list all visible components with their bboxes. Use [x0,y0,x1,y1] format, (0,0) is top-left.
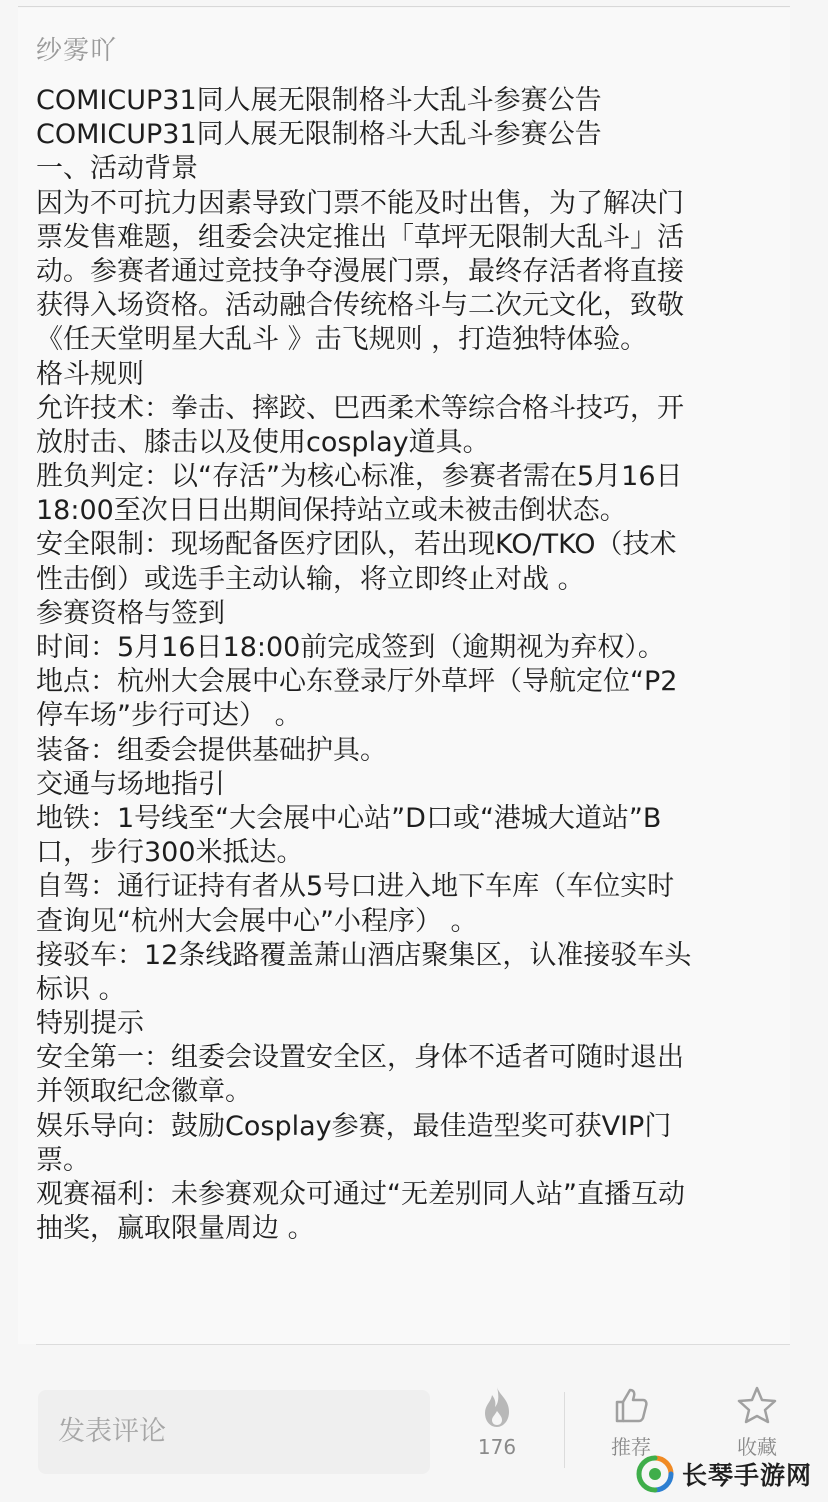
circle-logo-icon [636,1455,674,1493]
post-line: 票。 [36,1144,90,1176]
post-line: 安全第一：组委会设置安全区，身体不适者可随时退出 [36,1042,684,1074]
post-line: 因为不可抗力因素导致门票不能及时出售，为了解决门 [36,187,684,219]
post-line: 放肘击、膝击以及使用cosplay道具。 [36,426,490,458]
author-name[interactable]: 纱雾吖 [36,36,118,66]
post-line: 格斗规则 [36,358,144,390]
post-line: 票发售难题，组委会决定推出「草坪无限制大乱斗」活 [36,221,684,253]
like-count: 176 [477,1435,517,1459]
post-line: 口，步行300米抵达。 [36,837,304,869]
post-body [36,84,796,1246]
recommend-label: 推荐 [611,1435,651,1459]
post-line: 观赛福利：未参赛观众可通过“无差别同人站”直播互动 [36,1179,685,1210]
post-line: 参赛资格与签到 [36,597,225,629]
post-line: 娱乐导向：鼓励Cosplay参赛，最佳造型奖可获VIP门 [36,1110,672,1142]
post-line: 性击倒）或选手主动认输，将立即终止对战 。 [36,563,585,595]
star-icon [736,1385,778,1425]
post-line: 抽奖，赢取限量周边 。 [36,1213,315,1245]
like-button[interactable] [442,1385,552,1495]
post-line: 并领取纪念徽章。 [36,1076,252,1108]
post-line: COMICUP31同人展无限制格斗大乱斗参赛公告 [36,85,602,116]
post-line: 查询见“杭州大会展中心”小程序） 。 [36,905,478,937]
post-line: 停车场”步行可达） 。 [36,700,302,732]
post-line: 地铁：1号线至“大会展中心站”D口或“港城大道站”B [36,802,662,834]
post-line: COMICUP31同人展无限制格斗大乱斗参赛公告 [36,119,602,151]
post-line: 胜负判定：以“存活”为核心标准，参赛者需在5月16日 [36,461,683,493]
action-separator [564,1392,565,1468]
post-line: 18:00至次日日出期间保持站立或未被击倒状态。 [36,495,627,527]
post-line: 安全限制：现场配备医疗团队，若出现KO/TKO（技术 [36,529,677,561]
post-line: 交通与场地指引 [36,768,225,800]
comment-input[interactable]: 发表评论 [38,1390,430,1474]
post-line: 地点：杭州大会展中心东登录厅外草坪（导航定位“P2 [36,666,678,698]
post-line: 时间：5月16日18:00前完成签到（逾期视为弃权）。 [36,632,665,663]
top-divider [18,6,790,7]
post-line: 《任天堂明星大乱斗 》击飞规则 ，打造独特体验。 [36,324,648,356]
post-line: 自驾：通行证持有者从5号口进入地下车库（车位实时 [36,871,675,903]
post-line: 动。参赛者通过竞技争夺漫展门票，最终存活者将直接 [36,255,684,287]
flame-icon [477,1385,517,1429]
favorite-label: 收藏 [737,1435,777,1459]
post-line: 一、活动背景 [36,153,198,185]
post-line: 标识 。 [36,973,126,1005]
post-line: 接驳车：12条线路覆盖萧山酒店聚集区，认准接驳车头 [36,939,692,971]
post-line: 获得入场资格。活动融合传统格斗与二次元文化，致敬 [36,290,684,322]
post-line: 特别提示 [36,1008,144,1040]
post-line: 装备：组委会提供基础护具。 [36,734,387,766]
post-line: 允许技术：拳击、摔跤、巴西柔术等综合格斗技巧，开 [36,392,684,424]
thumbs-up-icon [611,1385,651,1425]
site-watermark [636,1452,812,1496]
watermark-text: 长琴手游网 [682,1461,813,1490]
